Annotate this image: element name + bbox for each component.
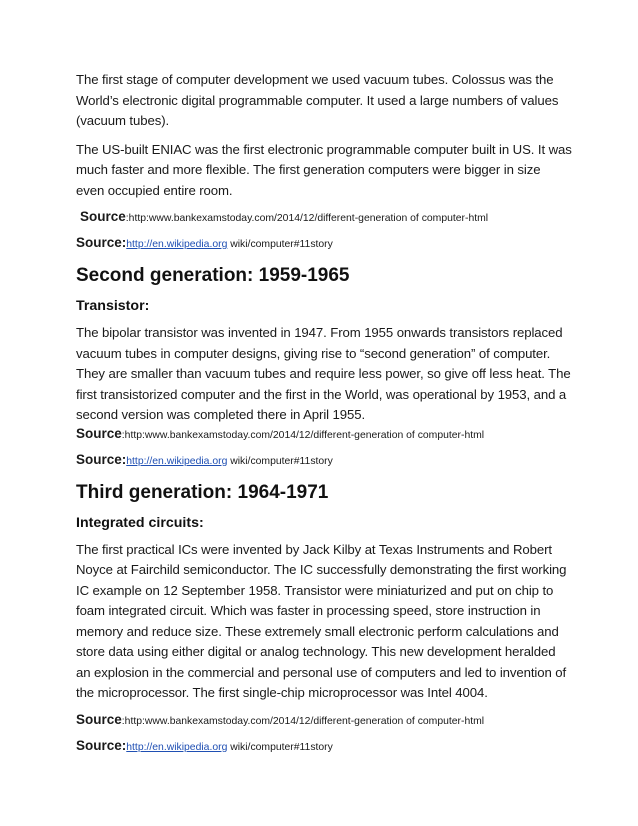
source-label: Source <box>76 425 122 441</box>
intro-paragraph-2: The US-built ENIAC was the first electronic programmable computer built in US. It was much faster and more flexible. The first generation computers were bigger in size even occupied entire room. <box>76 141 572 198</box>
source-label: Source <box>76 711 122 727</box>
source-line-wikipedia <box>76 452 572 470</box>
wikipedia-link[interactable]: http://en.wikipedia.org <box>126 741 228 753</box>
source-label: Source <box>80 209 126 224</box>
source-text: :http:www.bankexamstoday.com/2014/12/different-generation of computer-html <box>121 429 485 441</box>
document-page <box>76 70 572 756</box>
section-heading-second-generation: Second generation: 1959-1965 <box>76 265 350 286</box>
source-text: :http:www.bankexamstoday.com/2014/12/different-generation of computer-html <box>121 715 485 727</box>
source-text: wiki/computer#11story <box>227 455 333 467</box>
wikipedia-link[interactable]: http://en.wikipedia.org <box>126 239 228 250</box>
subheading-transistor: Transistor: <box>76 298 150 314</box>
third-generation-paragraph: The first practical ICs were invented by Jack Kilby at Texas Instruments and Robert Noyce at Fairchild semiconductor. The IC successfully demonstrating the first working IC example on 12 September 1958. Transistor were miniaturized and put on chip to foam integrated circuit. Which was faster in processing speed, store instruction in memory and reduce size. These extremely small electronic perform calculations and store data using either digital or analog technology. This new development heralded an explosion in the commercial and personal use of computers and led to invention of the microprocessor. The first single-chip microprocessor was Intel 4004. <box>76 541 567 700</box>
source-line-bankexams <box>80 209 572 227</box>
intro-paragraph-1: The first stage of computer development we used vacuum tubes. Colossus was the World’s electronic digital programmable computer. It used a large numbers of values (vacuum tubes). <box>76 72 559 128</box>
source-line-bankexams <box>76 712 572 730</box>
source-text: wiki/computer#11story <box>227 741 333 753</box>
source-label: Source: <box>76 737 127 753</box>
wikipedia-link[interactable]: http://en.wikipedia.org <box>126 455 228 467</box>
section-heading-third-generation: Third generation: 1964-1971 <box>76 481 329 503</box>
source-label: Source: <box>76 235 127 250</box>
source-line-wikipedia <box>76 235 572 253</box>
source-text: :http:www.bankexamstoday.com/2014/12/different-generation of computer-html <box>125 213 489 224</box>
source-line-bankexams <box>76 426 572 444</box>
subheading-integrated-circuits: Integrated circuits: <box>76 514 204 531</box>
source-line-wikipedia <box>76 738 572 756</box>
source-label: Source: <box>76 451 127 467</box>
second-generation-paragraph: The bipolar transistor was invented in 1947. From 1955 onwards transistors replaced vacuum tubes in computer designs, giving rise to “second generation” of computer. They are smaller than vacuum tubes and require less power, so give off less heat. The first transistorized computer and the first in the World, was operational by 1953, and a second version was completed there in April 1955. <box>76 325 571 422</box>
source-text: wiki/computer#11story <box>227 239 333 250</box>
